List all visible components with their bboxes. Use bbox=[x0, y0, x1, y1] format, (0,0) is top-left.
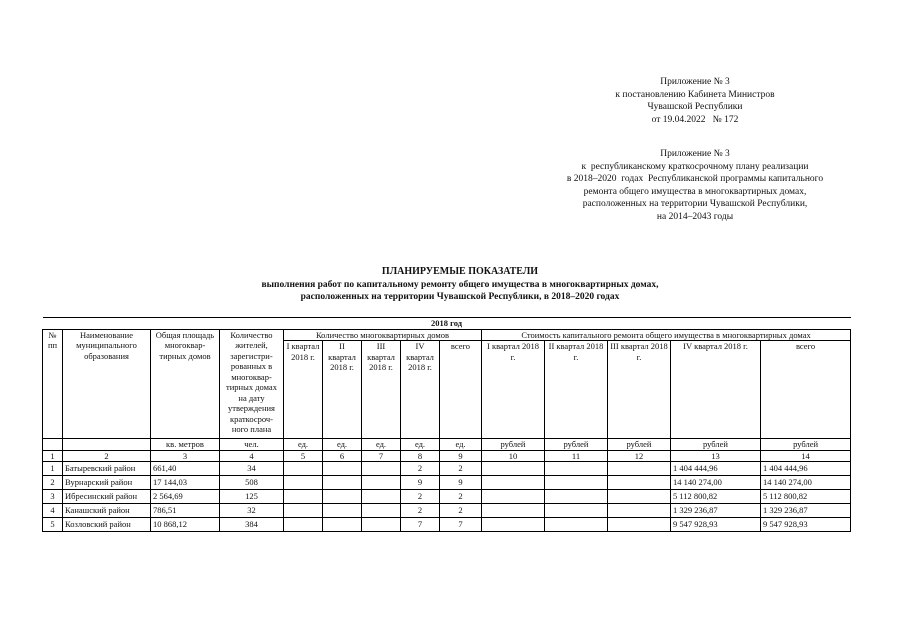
row-name: Вурнарский район bbox=[63, 476, 151, 490]
row-houses-q2 bbox=[323, 490, 362, 504]
table-row bbox=[43, 504, 851, 518]
table-row bbox=[43, 476, 851, 490]
row-cost-q2 bbox=[545, 476, 608, 490]
row-houses-q2 bbox=[323, 476, 362, 490]
row-area: 17 144,03 bbox=[151, 476, 220, 490]
row-num: 2 bbox=[43, 476, 63, 490]
header-name: Наименование муниципального образования bbox=[63, 329, 151, 439]
row-area: 786,51 bbox=[151, 504, 220, 518]
row-cost-q2 bbox=[545, 518, 608, 532]
row-name: Ибресинский район bbox=[63, 490, 151, 504]
row-houses-q4: 2 bbox=[401, 462, 440, 476]
row-name: Канашский район bbox=[63, 504, 151, 518]
unit-cost: рублей bbox=[608, 439, 671, 451]
annex-line: в 2018–2020 годах Республиканской программы капитального bbox=[566, 174, 824, 184]
unit-houses: ед. bbox=[362, 439, 401, 451]
annex-header-plan bbox=[560, 148, 830, 223]
row-cost-q2 bbox=[545, 490, 608, 504]
col-number: 4 bbox=[220, 450, 284, 462]
col-number: 8 bbox=[401, 450, 440, 462]
unit-cell bbox=[43, 439, 63, 451]
row-houses-total: 2 bbox=[440, 504, 482, 518]
header-q3: III квартал 2018 г. bbox=[362, 341, 401, 439]
annex-line: Приложение № 3 bbox=[660, 149, 730, 159]
row-houses-q3 bbox=[362, 518, 401, 532]
unit-cost: рублей bbox=[761, 439, 851, 451]
unit-houses: ед. bbox=[401, 439, 440, 451]
col-number: 14 bbox=[761, 450, 851, 462]
row-houses-q1 bbox=[284, 462, 323, 476]
row-houses-q2 bbox=[323, 462, 362, 476]
row-cost-total: 14 140 274,00 bbox=[761, 476, 851, 490]
unit-cost: рублей bbox=[671, 439, 761, 451]
header-residents: Количество жителей, зарегистри-рованных в многоквар-тирных домах на дату утверждения краткосроч-ного плана bbox=[220, 329, 284, 439]
row-cost-q1 bbox=[482, 504, 545, 518]
header-num: № пп bbox=[43, 329, 63, 439]
col-number: 9 bbox=[440, 450, 482, 462]
row-houses-total: 7 bbox=[440, 518, 482, 532]
header-cost-q1: I квартал 2018 г. bbox=[482, 341, 545, 439]
annex-line: Приложение № 3 bbox=[660, 77, 730, 87]
unit-residents: чел. bbox=[220, 439, 284, 451]
row-name: Батыревский район bbox=[63, 462, 151, 476]
unit-houses: ед. bbox=[284, 439, 323, 451]
title-line: выполнения работ по капитальному ремонту общего имущества в многоквартирных домах, bbox=[261, 280, 659, 290]
row-area: 2 564,69 bbox=[151, 490, 220, 504]
header-houses-group: Количество многоквартирных домов bbox=[284, 329, 482, 341]
year-row bbox=[43, 318, 851, 330]
row-houses-q3 bbox=[362, 504, 401, 518]
col-number: 1 bbox=[43, 450, 63, 462]
title-line: расположенных на территории Чувашской Республики, в 2018–2020 годах bbox=[300, 292, 620, 302]
row-houses-q1 bbox=[284, 518, 323, 532]
annex-line: к постановлению Кабинета Министров bbox=[615, 89, 775, 100]
unit-cost: рублей bbox=[545, 439, 608, 451]
row-num: 5 bbox=[43, 518, 63, 532]
col-number: 12 bbox=[608, 450, 671, 462]
header-cost-q3: III квартал 2018 г. bbox=[608, 341, 671, 439]
header-cost-q4: IV квартал 2018 г. bbox=[671, 341, 761, 439]
col-number: 3 bbox=[151, 450, 220, 462]
header-cost-total: всего bbox=[761, 341, 851, 439]
table-row bbox=[43, 462, 851, 476]
row-cost-q4: 5 112 800,82 bbox=[671, 490, 761, 504]
row-cost-q3 bbox=[608, 490, 671, 504]
header-q1: I квартал 2018 г. bbox=[284, 341, 323, 439]
row-cost-q4: 1 329 236,87 bbox=[671, 504, 761, 518]
unit-cell bbox=[63, 439, 151, 451]
col-number: 6 bbox=[323, 450, 362, 462]
row-cost-q4: 14 140 274,00 bbox=[671, 476, 761, 490]
row-houses-q2 bbox=[323, 518, 362, 532]
row-residents: 384 bbox=[220, 518, 284, 532]
annex-line: к республиканскому краткосрочному плану реализации bbox=[581, 161, 809, 172]
column-numbers-row bbox=[43, 450, 851, 462]
header-row-1 bbox=[43, 329, 851, 341]
row-houses-q1 bbox=[284, 504, 323, 518]
row-houses-total: 2 bbox=[440, 462, 482, 476]
col-number: 10 bbox=[482, 450, 545, 462]
annex-line: ремонта общего имущества в многоквартирных домах, bbox=[583, 186, 807, 197]
title-main: ПЛАНИРУЕМЫЕ ПОКАЗАТЕЛИ bbox=[381, 266, 539, 277]
row-houses-q3 bbox=[362, 462, 401, 476]
row-cost-q4: 1 404 444,96 bbox=[671, 462, 761, 476]
row-residents: 32 bbox=[220, 504, 284, 518]
row-cost-total: 1 329 236,87 bbox=[761, 504, 851, 518]
row-residents: 508 bbox=[220, 476, 284, 490]
header-q4: IV квартал 2018 г. bbox=[401, 341, 440, 439]
unit-area: кв. метров bbox=[151, 439, 220, 451]
row-houses-q3 bbox=[362, 490, 401, 504]
row-cost-q2 bbox=[545, 504, 608, 518]
row-cost-q3 bbox=[608, 462, 671, 476]
col-number: 11 bbox=[545, 450, 608, 462]
header-q2: II квартал 2018 г. bbox=[323, 341, 362, 439]
header-area: Общая площадь многоквар-тирных домов bbox=[151, 329, 220, 439]
row-cost-q1 bbox=[482, 518, 545, 532]
table-row bbox=[43, 490, 851, 504]
unit-houses: ед. bbox=[440, 439, 482, 451]
header-total: всего bbox=[440, 341, 482, 439]
row-houses-q4: 7 bbox=[401, 518, 440, 532]
row-residents: 34 bbox=[220, 462, 284, 476]
row-cost-total: 1 404 444,96 bbox=[761, 462, 851, 476]
unit-houses: ед. bbox=[323, 439, 362, 451]
row-houses-q4: 2 bbox=[401, 504, 440, 518]
header-cost-q2: II квартал 2018 г. bbox=[545, 341, 608, 439]
row-cost-total: 5 112 800,82 bbox=[761, 490, 851, 504]
row-num: 3 bbox=[43, 490, 63, 504]
row-houses-q3 bbox=[362, 476, 401, 490]
row-cost-q1 bbox=[482, 476, 545, 490]
header-cost-group: Стоимость капитального ремонта общего имущества в многоквартирных домах bbox=[482, 329, 851, 341]
document-subtitle bbox=[150, 279, 770, 303]
row-cost-q3 bbox=[608, 476, 671, 490]
row-houses-q2 bbox=[323, 504, 362, 518]
row-houses-q4: 2 bbox=[401, 490, 440, 504]
document-title bbox=[150, 266, 770, 278]
year-cell: 2018 год bbox=[43, 318, 851, 330]
row-cost-q2 bbox=[545, 462, 608, 476]
annex-header-resolution bbox=[560, 76, 830, 126]
row-cost-total: 9 547 928,93 bbox=[761, 518, 851, 532]
col-number: 2 bbox=[63, 450, 151, 462]
annex-line: Чувашской Республики bbox=[647, 102, 743, 112]
row-houses-q1 bbox=[284, 476, 323, 490]
row-houses-q1 bbox=[284, 490, 323, 504]
table-row bbox=[43, 518, 851, 532]
annex-line: от 19.04.2022 № 172 bbox=[651, 114, 739, 125]
row-cost-q3 bbox=[608, 518, 671, 532]
col-number: 13 bbox=[671, 450, 761, 462]
col-number: 5 bbox=[284, 450, 323, 462]
row-cost-q3 bbox=[608, 504, 671, 518]
row-residents: 125 bbox=[220, 490, 284, 504]
row-num: 4 bbox=[43, 504, 63, 518]
row-cost-q1 bbox=[482, 462, 545, 476]
row-houses-total: 2 bbox=[440, 490, 482, 504]
col-number: 7 bbox=[362, 450, 401, 462]
annex-line: на 2014–2043 годы bbox=[656, 211, 734, 222]
row-area: 10 868,12 bbox=[151, 518, 220, 532]
row-cost-q1 bbox=[482, 490, 545, 504]
unit-cost: рублей bbox=[482, 439, 545, 451]
row-houses-q4: 9 bbox=[401, 476, 440, 490]
row-cost-q4: 9 547 928,93 bbox=[671, 518, 761, 532]
row-houses-total: 9 bbox=[440, 476, 482, 490]
row-area: 661,40 bbox=[151, 462, 220, 476]
annex-line: расположенных на территории Чувашской Республики, bbox=[582, 199, 808, 209]
units-row bbox=[43, 439, 851, 451]
indicators-table bbox=[42, 317, 851, 532]
row-num: 1 bbox=[43, 462, 63, 476]
row-name: Козловский район bbox=[63, 518, 151, 532]
